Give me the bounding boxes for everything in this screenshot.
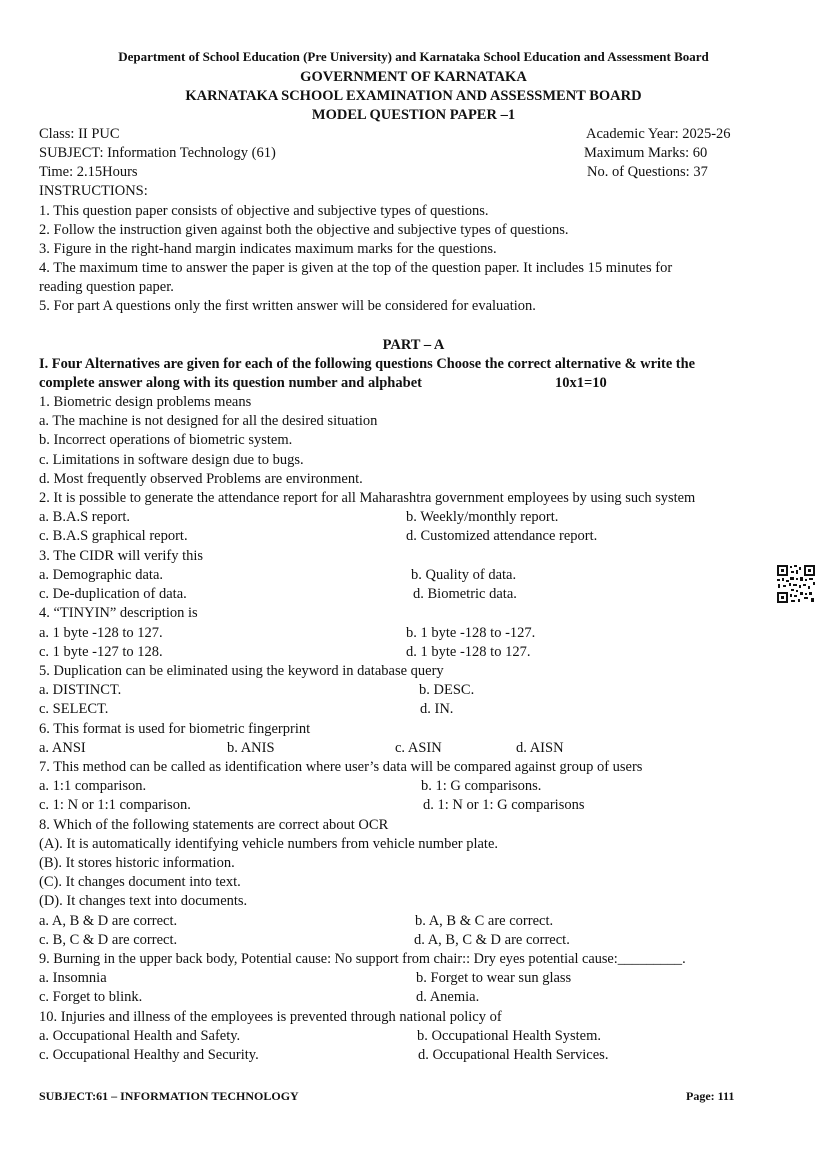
q2-option-a: a. B.A.S report. (39, 509, 131, 525)
q1-option-b: b. Incorrect operations of biometric system. (39, 432, 293, 448)
q9-option-a: a. Insomnia (39, 970, 107, 986)
department-header: Department of School Education (Pre University) and Karnataka School Education and Assessment Board (118, 49, 709, 64)
q2-option-b: b. Weekly/monthly report. (406, 509, 559, 525)
academic-year: Academic Year: 2025-26 (586, 126, 731, 142)
q4-option-c: c. 1 byte -127 to 128. (39, 644, 163, 660)
q3-option-b: b. Quality of data. (411, 567, 517, 583)
q6-option-a: a. ANSI (39, 740, 86, 756)
part-a-title: PART – A (382, 337, 445, 353)
q10-option-d: d. Occupational Health Services. (418, 1047, 609, 1063)
question-9: 9. Burning in the upper back body, Potential cause: No support from chair:: Dry eyes potential cause:_________. (39, 951, 686, 967)
q5-option-d: d. IN. (420, 701, 454, 717)
q10-option-c: c. Occupational Healthy and Security. (39, 1047, 259, 1063)
time-info: Time: 2.15Hours (39, 164, 138, 180)
q8-statement-a: (A). It is automatically identifying vehicle numbers from vehicle number plate. (39, 836, 499, 852)
section-instruction-cont: complete answer along with its question number and alphabet (39, 375, 422, 391)
footer-page-number: Page: 111 (686, 1089, 735, 1103)
q4-option-b: b. 1 byte -128 to -127. (406, 625, 536, 641)
q1-option-c: c. Limitations in software design due to bugs. (39, 452, 304, 468)
q6-option-d: d. AISN (516, 740, 564, 756)
q1-option-a: a. The machine is not designed for all the desired situation (39, 413, 378, 429)
q9-option-b: b. Forget to wear sun glass (416, 970, 572, 986)
instruction-item: 2. Follow the instruction given against both the objective and subjective types of questions. (39, 222, 569, 238)
q3-option-d: d. Biometric data. (413, 586, 517, 602)
q7-option-c: c. 1: N or 1:1 comparison. (39, 797, 191, 813)
q3-option-a: a. Demographic data. (39, 567, 164, 583)
q8-statement-b: (B). It stores historic information. (39, 855, 235, 871)
q10-option-b: b. Occupational Health System. (417, 1028, 602, 1044)
q2-option-c: c. B.A.S graphical report. (39, 528, 188, 544)
section-instruction: I. Four Alternatives are given for each of the following questions Choose the correct alternative & write the (39, 356, 695, 372)
question-2: 2. It is possible to generate the attendance report for all Maharashtra government employees by using such system (39, 490, 696, 506)
q2-option-d: d. Customized attendance report. (406, 528, 598, 544)
instruction-item: 4. The maximum time to answer the paper is given at the top of the question paper. It includes 15 minutes for (39, 260, 673, 276)
q10-option-a: a. Occupational Health and Safety. (39, 1028, 241, 1044)
q8-option-b: b. A, B & C are correct. (415, 913, 554, 929)
q5-option-c: c. SELECT. (39, 701, 109, 717)
q8-option-c: c. B, C & D are correct. (39, 932, 178, 948)
q4-option-a: a. 1 byte -128 to 127. (39, 625, 163, 641)
instruction-item: 3. Figure in the right-hand margin indicates maximum marks for the questions. (39, 241, 497, 257)
q1-option-d: d. Most frequently observed Problems are environment. (39, 471, 363, 487)
board-title: KARNATAKA SCHOOL EXAMINATION AND ASSESSMENT BOARD (185, 88, 642, 104)
max-marks: Maximum Marks: 60 (584, 145, 708, 161)
question-1: 1. Biometric design problems means (39, 394, 252, 410)
num-questions: No. of Questions: 37 (587, 164, 708, 180)
question-3: 3. The CIDR will verify this (39, 548, 204, 564)
q8-option-d: d. A, B, C & D are correct. (414, 932, 570, 948)
question-5: 5. Duplication can be eliminated using the keyword in database query (39, 663, 444, 679)
q6-option-c: c. ASIN (395, 740, 442, 756)
question-7: 7. This method can be called as identification where user’s data will be compared against group of users (39, 759, 643, 775)
instruction-item: 1. This question paper consists of objective and subjective types of questions. (39, 203, 489, 219)
q7-option-b: b. 1: G comparisons. (421, 778, 542, 794)
paper-title: MODEL QUESTION PAPER –1 (311, 107, 516, 123)
qr-code-icon (776, 564, 816, 604)
question-6: 6. This format is used for biometric fingerprint (39, 721, 311, 737)
section-marks: 10x1=10 (555, 375, 607, 391)
q9-option-d: d. Anemia. (416, 989, 480, 1005)
class-info: Class: II PUC (39, 126, 120, 142)
question-10: 10. Injuries and illness of the employees is prevented through national policy of (39, 1009, 502, 1025)
instruction-item: reading question paper. (39, 279, 174, 295)
q5-option-b: b. DESC. (419, 682, 475, 698)
instructions-heading: INSTRUCTIONS: (39, 183, 148, 199)
q8-statement-d: (D). It changes text into documents. (39, 893, 248, 909)
government-title: GOVERNMENT OF KARNATAKA (300, 69, 527, 85)
q7-option-a: a. 1:1 comparison. (39, 778, 147, 794)
q7-option-d: d. 1: N or 1: G comparisons (423, 797, 585, 813)
question-8: 8. Which of the following statements are correct about OCR (39, 817, 389, 833)
q5-option-a: a. DISTINCT. (39, 682, 122, 698)
subject-info: SUBJECT: Information Technology (61) (39, 145, 276, 161)
q8-statement-c: (C). It changes document into text. (39, 874, 241, 890)
q8-option-a: a. A, B & D are correct. (39, 913, 178, 929)
question-4: 4. “TINYIN” description is (39, 605, 198, 621)
q4-option-d: d. 1 byte -128 to 127. (406, 644, 531, 660)
q3-option-c: c. De-duplication of data. (39, 586, 187, 602)
q9-option-c: c. Forget to blink. (39, 989, 143, 1005)
footer-subject: SUBJECT:61 – INFORMATION TECHNOLOGY (39, 1089, 299, 1103)
instruction-item: 5. For part A questions only the first written answer will be considered for evaluation. (39, 298, 536, 314)
q6-option-b: b. ANIS (227, 740, 275, 756)
